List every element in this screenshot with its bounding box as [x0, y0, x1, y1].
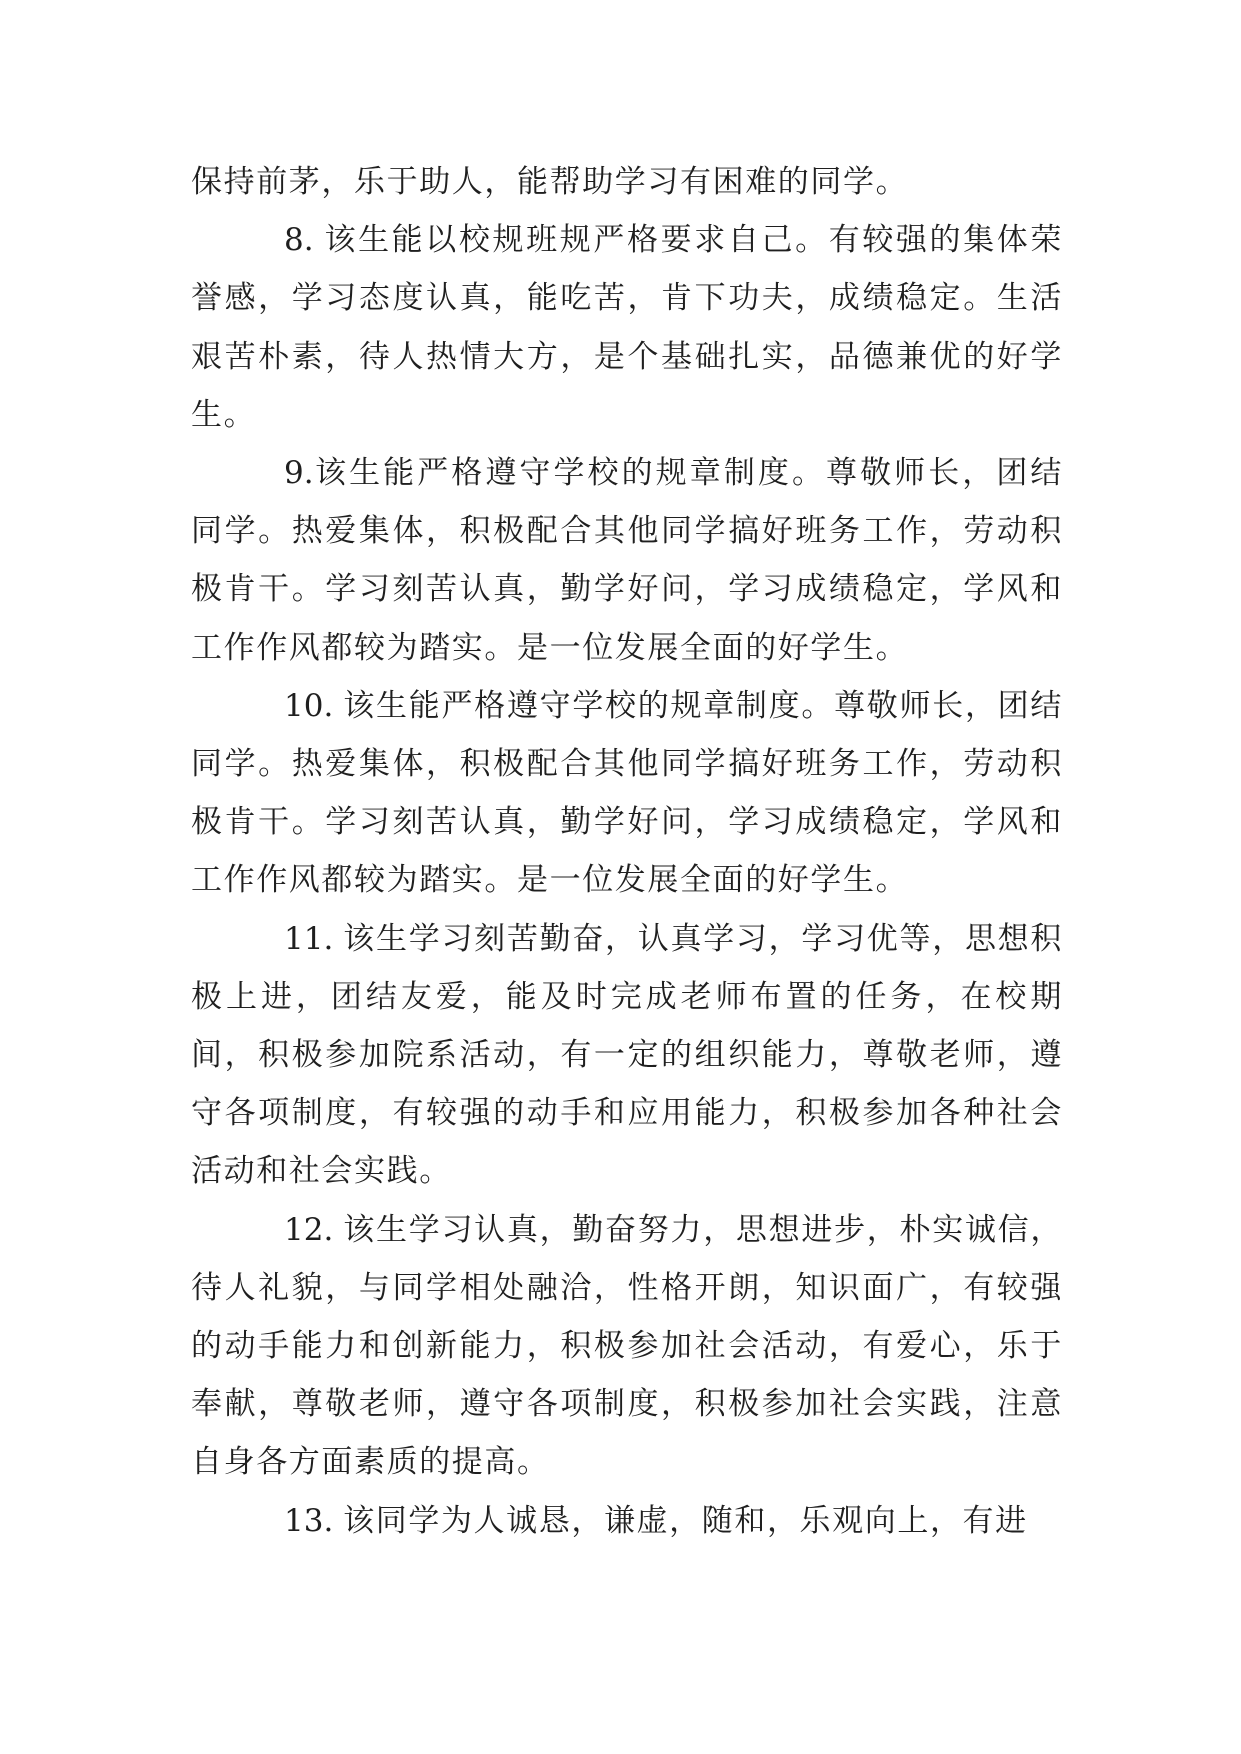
- paragraph-item-12: [191, 1201, 1063, 1492]
- paragraph-item-13: [191, 1492, 1063, 1550]
- paragraph-item-10: [191, 677, 1063, 910]
- paragraph-text: 该同学为人诚恳，谦虚，随和，乐观向上，有进: [343, 1502, 1028, 1539]
- item-number: 8.: [284, 222, 325, 259]
- item-number: 11.: [284, 920, 344, 957]
- paragraph-text: 该生能严格遵守学校的规章制度。尊敬师长，团结同学。热爱集体，积极配合其他同学搞好班务工作，劳动积极肯干。学习刻苦认真，勤学好问，学习成绩稳定，学风和工作作风都较为踏实。是一位发展全面的好学生。: [191, 687, 1063, 899]
- paragraph-item-11: [191, 910, 1063, 1201]
- paragraph-text: 该生学习认真，勤奋努力，思想进步，朴实诚信，待人礼貌，与同学相处融洽，性格开朗，知识面广，有较强的动手能力和创新能力，积极参加社会活动，有爱心，乐于奉献，尊敬老师，遵守各项制度，积极参加社会实践，注意自身各方面素质的提高。: [191, 1211, 1063, 1481]
- paragraph-text: 该生能严格遵守学校的规章制度。尊敬师长，团结同学。热爱集体，积极配合其他同学搞好班务工作，劳动积极肯干。学习刻苦认真，勤学好问，学习成绩稳定，学风和工作作风都较为踏实。是一位发展全面的好学生。: [191, 455, 1063, 666]
- paragraph-item-9: [191, 444, 1063, 677]
- item-number: 13.: [284, 1502, 344, 1539]
- paragraph-text: 保持前茅，乐于助人，能帮助学习有困难的同学。: [191, 164, 909, 200]
- item-number: 10.: [284, 687, 344, 724]
- paragraph-text: 该生学习刻苦勤奋，认真学习，学习优等，思想积极上进，团结友爱，能及时完成老师布置的任务，在校期间，积极参加院系活动，有一定的组织能力，尊敬老师，遵守各项制度，有较强的动手和应用能力，积极参加各种社会活动和社会实践。: [191, 920, 1063, 1190]
- paragraph-continued: [191, 153, 1063, 211]
- paragraph-item-8: [191, 211, 1063, 444]
- document-body: [191, 153, 1063, 1550]
- item-number: 9.: [284, 455, 314, 492]
- paragraph-text: 该生能以校规班规严格要求自己。有较强的集体荣誉感，学习态度认真，能吃苦，肯下功夫，成绩稳定。生活艰苦朴素，待人热情大方，是个基础扎实，品德兼优的好学生。: [191, 222, 1063, 433]
- item-number: 12.: [284, 1211, 344, 1248]
